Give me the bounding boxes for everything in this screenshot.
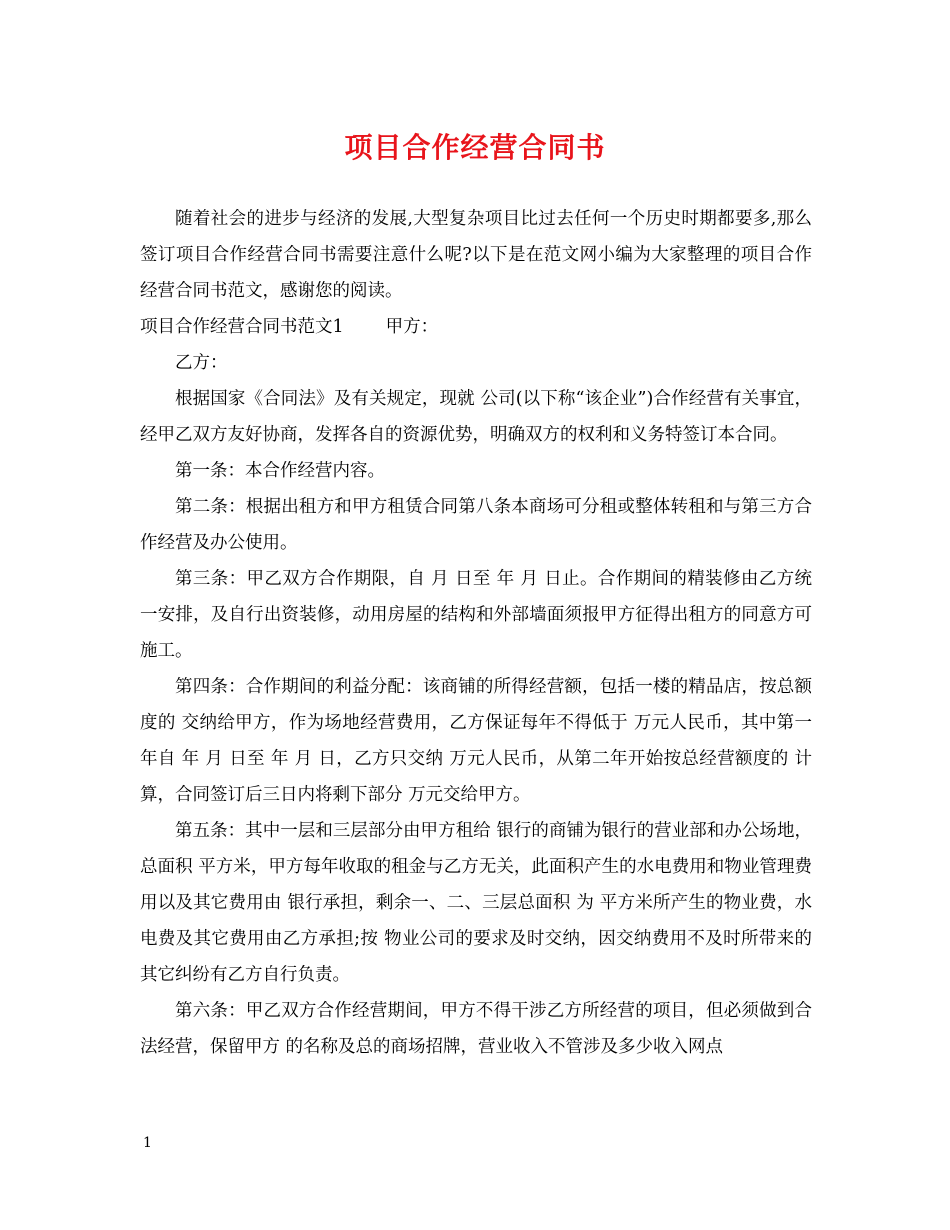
article-4: 第四条：合作期间的利益分配：该商铺的所得经营额，包括一楼的精品店，按总额度的 交纳给甲方，作为场地经营费用，乙方保证每年不得低于 万元人民币，其中第一年自 年 月 日至 年 月 日，乙方只交纳 万元人民币，从第二年开始按总经营额度的 计算，合同签订后三日内将剩下部分 万元交给甲方。: [140, 677, 812, 805]
party-b-label: 乙方：: [175, 353, 228, 373]
preamble-paragraph: 根据国家《合同法》及有关规定，现就 公司(以下称“该企业”)合作经营有关事宜，经甲乙双方友好协商，发挥各自的资源优势，明确双方的权利和义务特签订本合同。: [140, 389, 812, 445]
document-body: [140, 201, 812, 1065]
sample-heading-row: [140, 309, 812, 345]
article-3: 第三条：甲乙双方合作期限，自 月 日至 年 月 日止。合作期间的精装修由乙方统一安排，及自行出资装修，动用房屋的结构和外部墙面须报甲方征得出租方的同意方可施工。: [140, 569, 812, 661]
party-a-label: 甲方：: [385, 317, 439, 337]
intro-paragraph: 随着社会的进步与经济的发展,大型复杂项目比过去任何一个历史时期都要多,那么签订项目合作经营合同书需要注意什么呢?以下是在范文网小编为大家整理的项目合作经营合同书范文，感谢您的阅读。: [140, 209, 812, 301]
page-number: 1: [143, 1135, 152, 1151]
sample-heading: 项目合作经营合同书范文1: [140, 317, 344, 337]
article-2: 第二条：根据出租方和甲方租赁合同第八条本商场可分租或整体转租和与第三方合作经营及办公使用。: [140, 497, 812, 553]
article-6: 第六条：甲乙双方合作经营期间，甲方不得干涉乙方所经营的项目，但必须做到合法经营，保留甲方 的名称及总的商场招牌，营业收入不管涉及多少收入网点: [140, 1001, 812, 1057]
article-5: 第五条：其中一层和三层部分由甲方租给 银行的商铺为银行的营业部和办公场地，总面积 平方米，甲方每年收取的租金与乙方无关，此面积产生的水电费用和物业管理费用以及其它费用由 银行承担，剩余一、二、三层总面积 为 平方米所产生的物业费，水电费及其它费用由乙方承担;按 物业公司的要求及时交纳，因交纳费用不及时所带来的其它纠纷有乙方自行负责。: [140, 821, 812, 985]
article-1: 第一条：本合作经营内容。: [175, 461, 385, 481]
document-title: 项目合作经营合同书: [344, 131, 606, 164]
